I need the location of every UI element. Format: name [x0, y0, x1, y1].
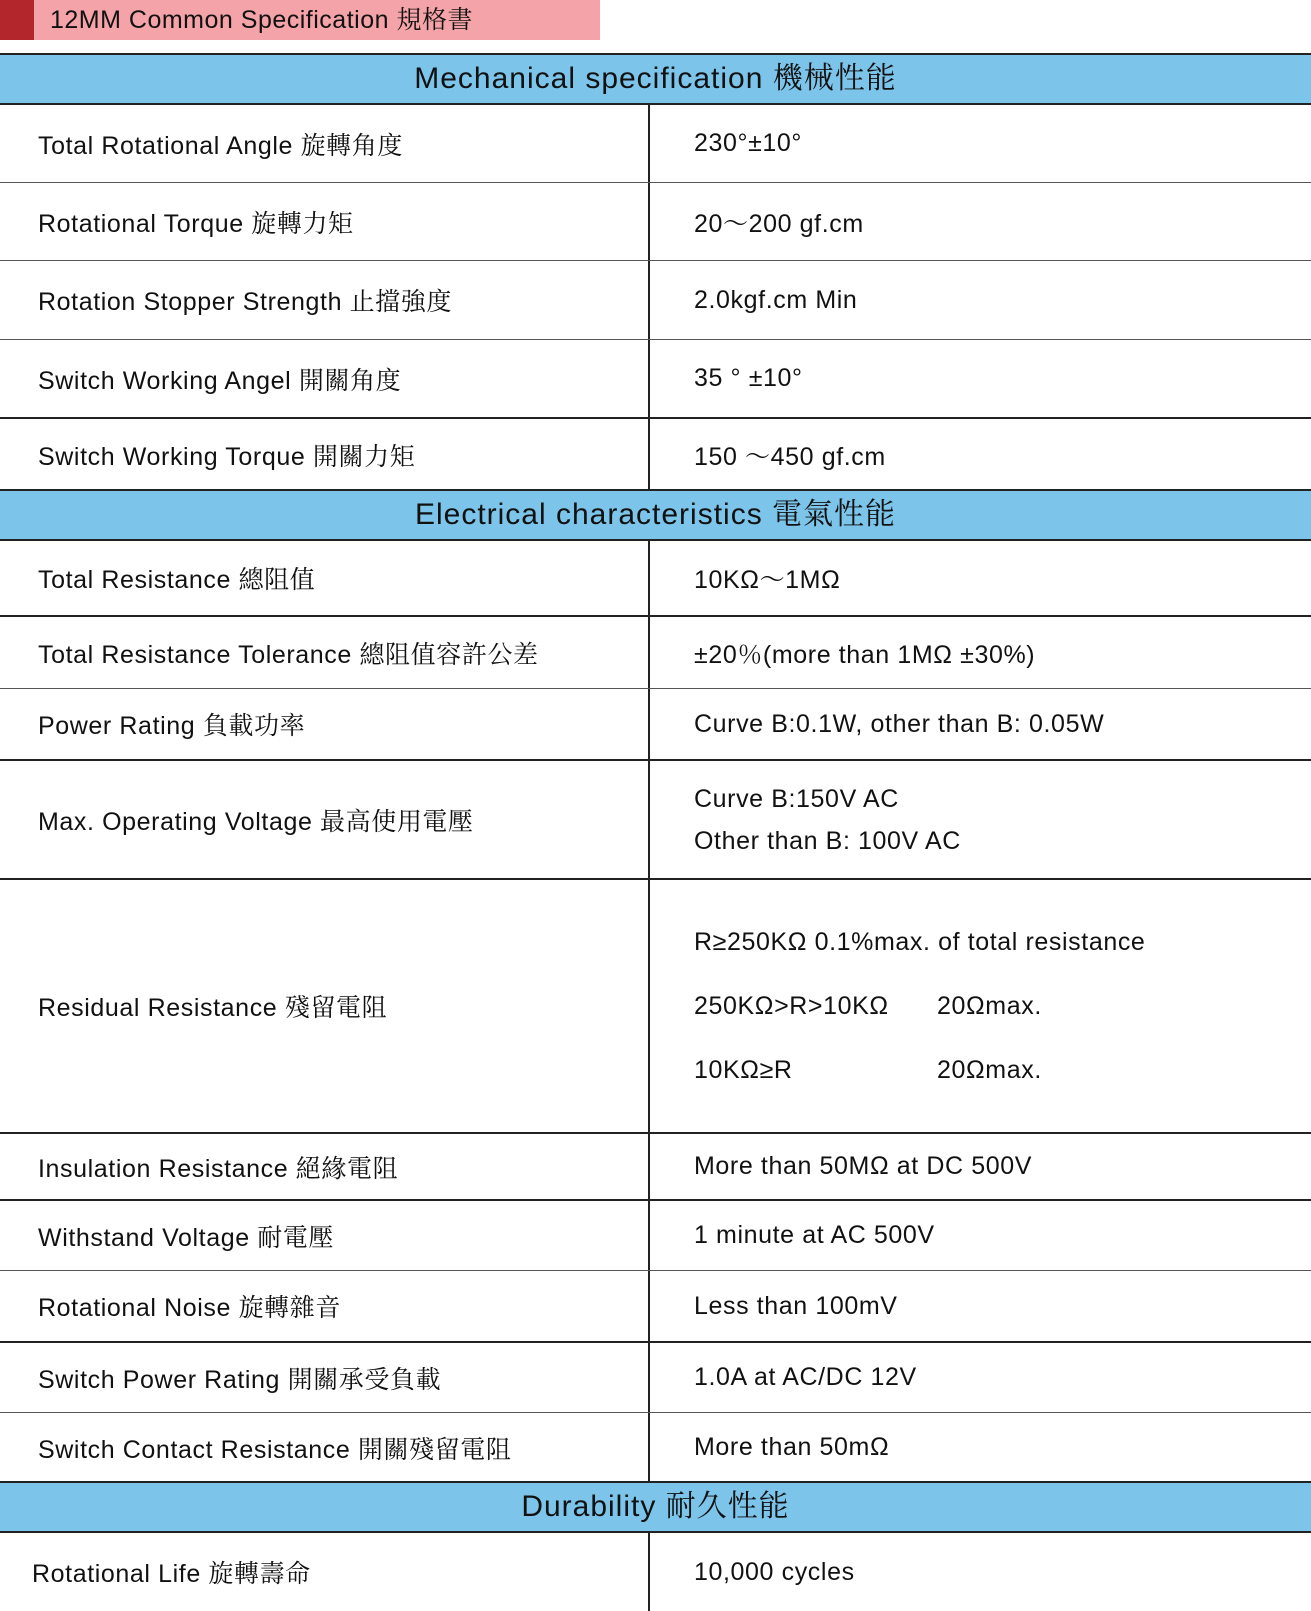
- table-row: [0, 541, 1311, 617]
- column-divider: [648, 617, 650, 688]
- row-label: Total Resistance Tolerance 總阻值容許公差: [38, 640, 539, 669]
- row-value: 10KΩ～1MΩ: [694, 566, 841, 594]
- residual-line: [694, 974, 1311, 1038]
- table-row: [0, 419, 1311, 490]
- section-header-electrical: Electrical characteristics 電氣性能: [0, 489, 1311, 541]
- table-row: [0, 761, 1311, 880]
- row-label: Total Resistance 總阻值: [38, 566, 316, 594]
- table-row: [0, 1271, 1311, 1343]
- row-value: ±20％(more than 1MΩ ±30%): [694, 640, 1036, 669]
- row-value: Less than 100mV: [694, 1291, 898, 1320]
- column-divider: [648, 1201, 650, 1270]
- row-label: Power Rating 負載功率: [38, 712, 306, 740]
- row-value: 150 ～450 gf.cm: [694, 442, 886, 471]
- table-row: [0, 880, 1311, 1134]
- column-divider: [648, 880, 650, 1132]
- section-header-durability: Durability 耐久性能: [0, 1481, 1311, 1533]
- table-row: [0, 183, 1311, 261]
- column-divider: [648, 1343, 650, 1412]
- row-label: Rotation Stopper Strength 止擋強度: [38, 288, 453, 316]
- row-value: 20～200 gf.cm: [694, 209, 864, 238]
- residual-condition: 250KΩ>R>10KΩ: [694, 991, 889, 1020]
- row-value: 10,000 cycles: [694, 1557, 855, 1586]
- column-divider: [648, 1271, 650, 1341]
- column-divider: [648, 419, 650, 490]
- column-divider: [648, 541, 650, 615]
- row-label: Rotational Torque 旋轉力矩: [38, 209, 354, 238]
- table-row: [0, 1343, 1311, 1413]
- column-divider: [648, 1413, 650, 1482]
- value-line: Curve B:150V AC: [694, 784, 899, 813]
- row-label: Rotational Noise 旋轉雜音: [38, 1294, 341, 1322]
- row-value: [694, 761, 1311, 878]
- row-label: Switch Contact Resistance 開關殘留電阻: [38, 1435, 512, 1464]
- row-label: Total Rotational Angle 旋轉角度: [38, 131, 403, 160]
- column-divider: [648, 689, 650, 759]
- row-label: Switch Power Rating 開關承受負載: [38, 1365, 442, 1394]
- table-row: [0, 1201, 1311, 1271]
- row-value: 230°±10°: [694, 129, 803, 157]
- table-row: [0, 689, 1311, 761]
- row-label: Switch Working Angel 開關角度: [38, 366, 402, 395]
- table-row: [0, 1134, 1311, 1201]
- row-label: Residual Resistance 殘留電阻: [38, 994, 388, 1022]
- column-divider: [648, 340, 650, 417]
- column-divider: [648, 1533, 650, 1611]
- residual-line: [694, 1038, 1311, 1102]
- row-value: 1.0A at AC/DC 12V: [694, 1363, 917, 1391]
- column-divider: [648, 761, 650, 878]
- row-label: Rotational Life 旋轉壽命: [32, 1560, 311, 1588]
- row-value: More than 50MΩ at DC 500V: [694, 1152, 1033, 1180]
- table-row: [0, 1533, 1311, 1611]
- row-value: 2.0kgf.cm Min: [694, 285, 858, 314]
- row-label: Max. Operating Voltage 最高使用電壓: [38, 807, 474, 836]
- row-value: More than 50mΩ: [694, 1433, 890, 1461]
- column-divider: [648, 261, 650, 339]
- title-accent-mark: [0, 0, 34, 40]
- residual-limit: 20Ωmax.: [937, 991, 1042, 1020]
- row-value: [694, 880, 1311, 1132]
- value-line: Other than B: 100V AC: [694, 826, 961, 855]
- table-row: [0, 340, 1311, 419]
- residual-limit: 20Ωmax.: [937, 1055, 1042, 1084]
- column-divider: [648, 105, 650, 182]
- row-label: Withstand Voltage 耐電壓: [38, 1223, 335, 1252]
- column-divider: [648, 1134, 650, 1199]
- table-row: [0, 261, 1311, 340]
- table-row: [0, 1413, 1311, 1482]
- row-value: 35 ° ±10°: [694, 364, 803, 392]
- residual-line: [694, 910, 1311, 974]
- residual-condition: 10KΩ≥R: [694, 1055, 793, 1084]
- row-value: Curve B:0.1W, other than B: 0.05W: [694, 709, 1105, 738]
- row-label: Insulation Resistance 絕緣電阻: [38, 1154, 399, 1183]
- column-divider: [648, 183, 650, 260]
- page-title: 12MM Common Specification 規格書: [50, 6, 473, 34]
- residual-condition: R≥250KΩ 0.1%max. of total resistance: [694, 927, 1146, 956]
- table-row: [0, 617, 1311, 689]
- row-label: Switch Working Torque 開關力矩: [38, 442, 416, 471]
- section-header-mechanical: Mechanical specification 機械性能: [0, 53, 1311, 105]
- title-bar: [0, 0, 600, 40]
- row-value: 1 minute at AC 500V: [694, 1221, 935, 1249]
- table-row: [0, 105, 1311, 183]
